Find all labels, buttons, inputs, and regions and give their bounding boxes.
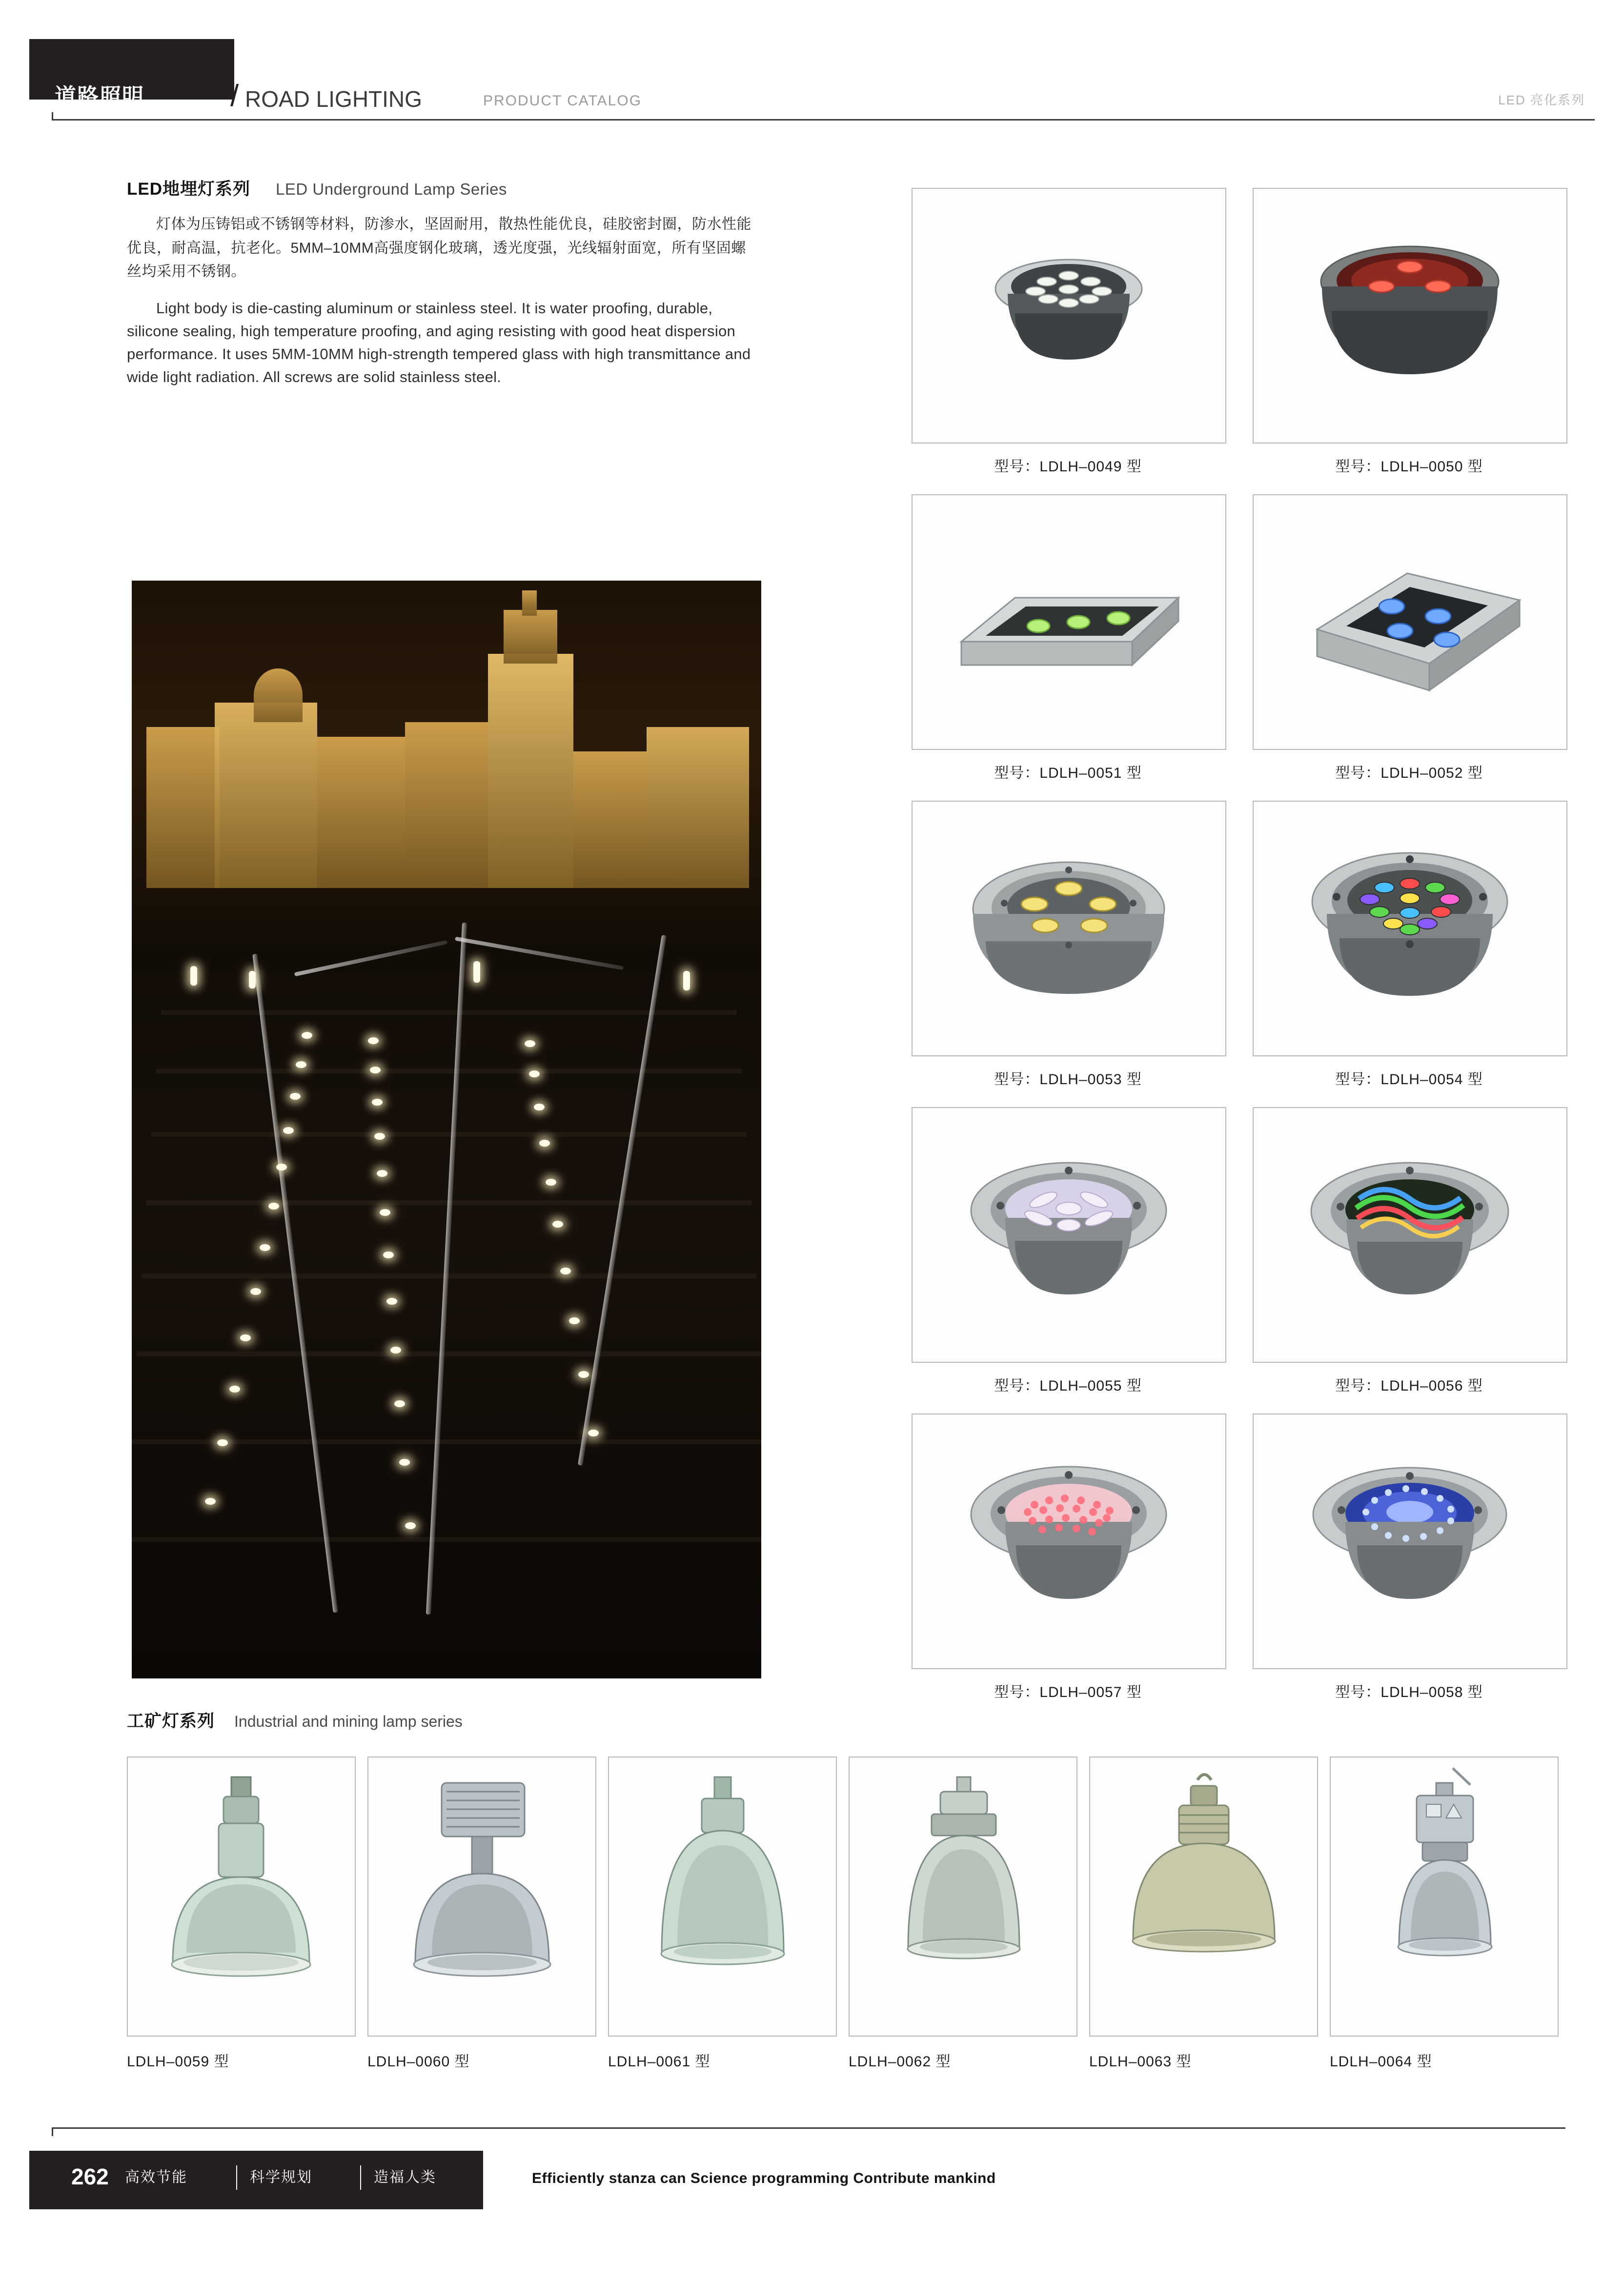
product-cell[interactable] [912,801,1224,1103]
highbay-lamp-icon [368,1757,595,2036]
photo-led-dot [217,1439,228,1446]
header-rule [52,119,1595,121]
underground-lamp-rgb-icon [1254,802,1566,1055]
industrial-caption: LDLH–0060 型 [367,2054,470,2070]
photo-led-dot [552,1221,563,1228]
product-image-ldlh-0053 [912,801,1226,1056]
photo-led-dot [405,1522,416,1529]
photo-stair [156,1069,742,1073]
product-image-ldlh-0050 [1253,188,1567,444]
photo-led-dot [380,1209,390,1216]
photo-building [573,751,647,888]
industrial-product-grid [127,1757,1565,2071]
photo-stair [151,1132,747,1137]
product-image-ldlh-0058 [1253,1414,1567,1669]
product-image-ldlh-0055 [912,1107,1226,1363]
photo-led-dot [578,1371,589,1378]
highbay-lamp-icon [850,1757,1076,2036]
header-title-cn: 道路照明 [55,84,144,108]
header-slash: / [230,79,239,113]
photo-led-dot [268,1203,279,1210]
photo-led-dot [525,1040,535,1047]
product-caption: 型号：LDLH–0053 型 [994,1071,1142,1088]
underground-lamp-rect-icon [913,495,1225,749]
photo-building [488,654,573,888]
product-caption: 型号：LDLH–0054 型 [1335,1071,1483,1088]
product-image-ldlh-0064 [1330,1757,1559,2037]
product-grid [912,188,1565,1720]
photo-led-dot [368,1037,379,1044]
footer-slogan-3: 造福人类 [374,2169,436,2185]
section-heading [127,176,781,200]
photo-led-dot [290,1093,301,1100]
industrial-caption: LDLH–0062 型 [849,2054,951,2070]
photo-led-dot [390,1347,401,1353]
intro-paragraph-en: Light body is die-casting aluminum or stainless steel. It is water proofing, durable, silicone sealing, high temperature proofing, and aging resisting with good heat dispersion performance. It uses 5MM-10MM high-strength tempered glass with high transmittance and wide light radiation. All screws are solid stainless steel. [127,299,751,386]
highbay-lamp-icon [1090,1757,1317,2036]
product-cell[interactable] [1253,494,1565,797]
header-series-label: LED 亮化系列 [1498,93,1585,107]
photo-led-dot [370,1067,381,1073]
photo-led-dot [569,1317,580,1324]
product-cell[interactable] [912,1107,1224,1410]
product-cell[interactable] [1253,1107,1565,1410]
product-cell[interactable] [1253,801,1565,1103]
photo-led-dot [374,1133,385,1140]
photo-led-dot [283,1127,294,1134]
product-caption: 型号：LDLH–0052 型 [1335,765,1483,781]
product-image-ldlh-0049 [912,188,1226,444]
underground-lamp-dense-blue-icon [1254,1414,1566,1668]
product-cell[interactable] [912,188,1224,490]
photo-led-dot [588,1430,599,1436]
photo-building [317,737,405,888]
photo-led-dot [229,1386,240,1393]
highbay-lamp-icon [609,1757,836,2036]
product-caption: 型号：LDLH–0049 型 [994,459,1142,475]
photo-led-dot [260,1244,270,1251]
product-image-ldlh-0059 [127,1757,356,2037]
photo-led-dot [377,1170,387,1177]
photo-stair [142,1273,756,1278]
footer-rule [52,2127,1565,2129]
product-image-ldlh-0056 [1253,1107,1567,1363]
industrial-caption: LDLH–0061 型 [608,2054,710,2070]
photo-led-dot [190,966,197,986]
industrial-title-en: Industrial and mining lamp series [234,1713,463,1730]
footer-divider [236,2165,237,2190]
photo-led-dot [372,1099,383,1106]
footer-slogan-en: Efficiently stanza can Science programming Contribute mankind [532,2170,996,2186]
photo-stair [137,1352,761,1356]
photo-building [522,590,537,616]
photo-led-dot [394,1400,405,1407]
photo-led-dot [386,1298,397,1305]
industrial-caption: LDLH–0063 型 [1089,2054,1192,2070]
product-caption: 型号：LDLH–0057 型 [994,1684,1142,1700]
underground-lamp-star-icon [913,1108,1225,1362]
photo-led-dot [539,1140,550,1147]
product-image-ldlh-0061 [608,1757,837,2037]
photo-led-dot [205,1498,216,1505]
product-cell[interactable] [912,1414,1224,1716]
product-image-ldlh-0052 [1253,494,1567,750]
footer-slogan-2: 科学规划 [250,2169,312,2185]
product-caption: 型号：LDLH–0056 型 [1335,1378,1483,1394]
photo-building [146,727,220,888]
photo-building [254,668,303,722]
page-content-area [29,29,1595,2253]
product-caption: 型号：LDLH–0050 型 [1335,459,1483,475]
header-title-sub: PRODUCT CATALOG [483,93,642,109]
product-image-ldlh-0051 [912,494,1226,750]
underground-lamp-round-icon [913,802,1225,1055]
photo-building [647,727,749,888]
product-cell[interactable] [1253,188,1565,490]
underground-lamp-round-icon [1254,189,1566,443]
photo-stair [132,1537,761,1542]
highbay-lamp-icon [1331,1757,1558,2036]
photo-led-dot [383,1252,394,1258]
photo-led-dot [240,1334,251,1341]
product-cell[interactable] [912,494,1224,797]
section-title-cn: LED地埋灯系列 [127,180,251,199]
underground-lamp-square-icon [1254,495,1566,749]
product-image-ldlh-0063 [1089,1757,1318,2037]
photo-led-dot [529,1070,540,1077]
photo-building [215,703,317,888]
underground-lamp-round-icon [913,189,1225,443]
industrial-cell[interactable] [608,1757,835,2071]
product-image-ldlh-0057 [912,1414,1226,1669]
industrial-caption: LDLH–0064 型 [1330,2054,1432,2070]
product-caption: 型号：LDLH–0055 型 [994,1378,1142,1394]
industrial-caption: LDLH–0059 型 [127,2054,229,2070]
industrial-cell[interactable] [849,1757,1076,2071]
product-image-ldlh-0062 [849,1757,1077,2037]
hero-night-photo [132,581,761,1678]
product-caption: 型号：LDLH–0051 型 [994,765,1142,781]
photo-led-dot [250,1288,261,1295]
photo-led-dot [249,971,256,989]
photo-building [405,722,488,888]
underground-lamp-swirl-icon [1254,1108,1566,1362]
highbay-lamp-icon [128,1757,355,2036]
product-image-ldlh-0060 [367,1757,596,2037]
page-number: 262 [71,2164,109,2189]
photo-led-dot [546,1179,556,1186]
page-header [29,39,1595,127]
header-title-en: ROAD LIGHTING [245,86,422,112]
section-title-en: LED Underground Lamp Series [276,180,507,198]
photo-building [504,610,557,664]
underground-lamp-dense-red-icon [913,1414,1225,1668]
industrial-cell[interactable] [127,1757,354,2071]
photo-led-dot [683,971,690,990]
photo-led-dot [534,1104,545,1111]
photo-led-dot [473,961,480,983]
photo-led-dot [276,1164,287,1171]
photo-led-dot [296,1061,306,1068]
photo-led-dot [399,1459,410,1466]
footer-slogan-1: 高效节能 [125,2169,187,2185]
industrial-cell[interactable] [1330,1757,1557,2071]
intro-paragraph-cn: 灯体为压铸铝或不锈钢等材料，防渗水，坚固耐用，散热性能优良，硅胶密封圈，防水性能优良，耐高温，抗老化。5MM–10MM高强度钢化玻璃，透光度强，光线辐射面宽，所有坚固螺丝均采用不锈钢。 [127,216,751,280]
product-image-ldlh-0054 [1253,801,1567,1056]
product-cell[interactable] [1253,1414,1565,1716]
photo-led-dot [302,1032,312,1039]
industrial-cell[interactable] [1089,1757,1316,2071]
intro-text-column [127,176,781,405]
industrial-cell[interactable] [367,1757,594,2071]
photo-led-dot [560,1268,571,1274]
industrial-section-heading [127,1708,463,1732]
footer-divider [360,2165,361,2190]
product-caption: 型号：LDLH–0058 型 [1335,1684,1483,1700]
industrial-title-cn: 工矿灯系列 [127,1712,215,1731]
